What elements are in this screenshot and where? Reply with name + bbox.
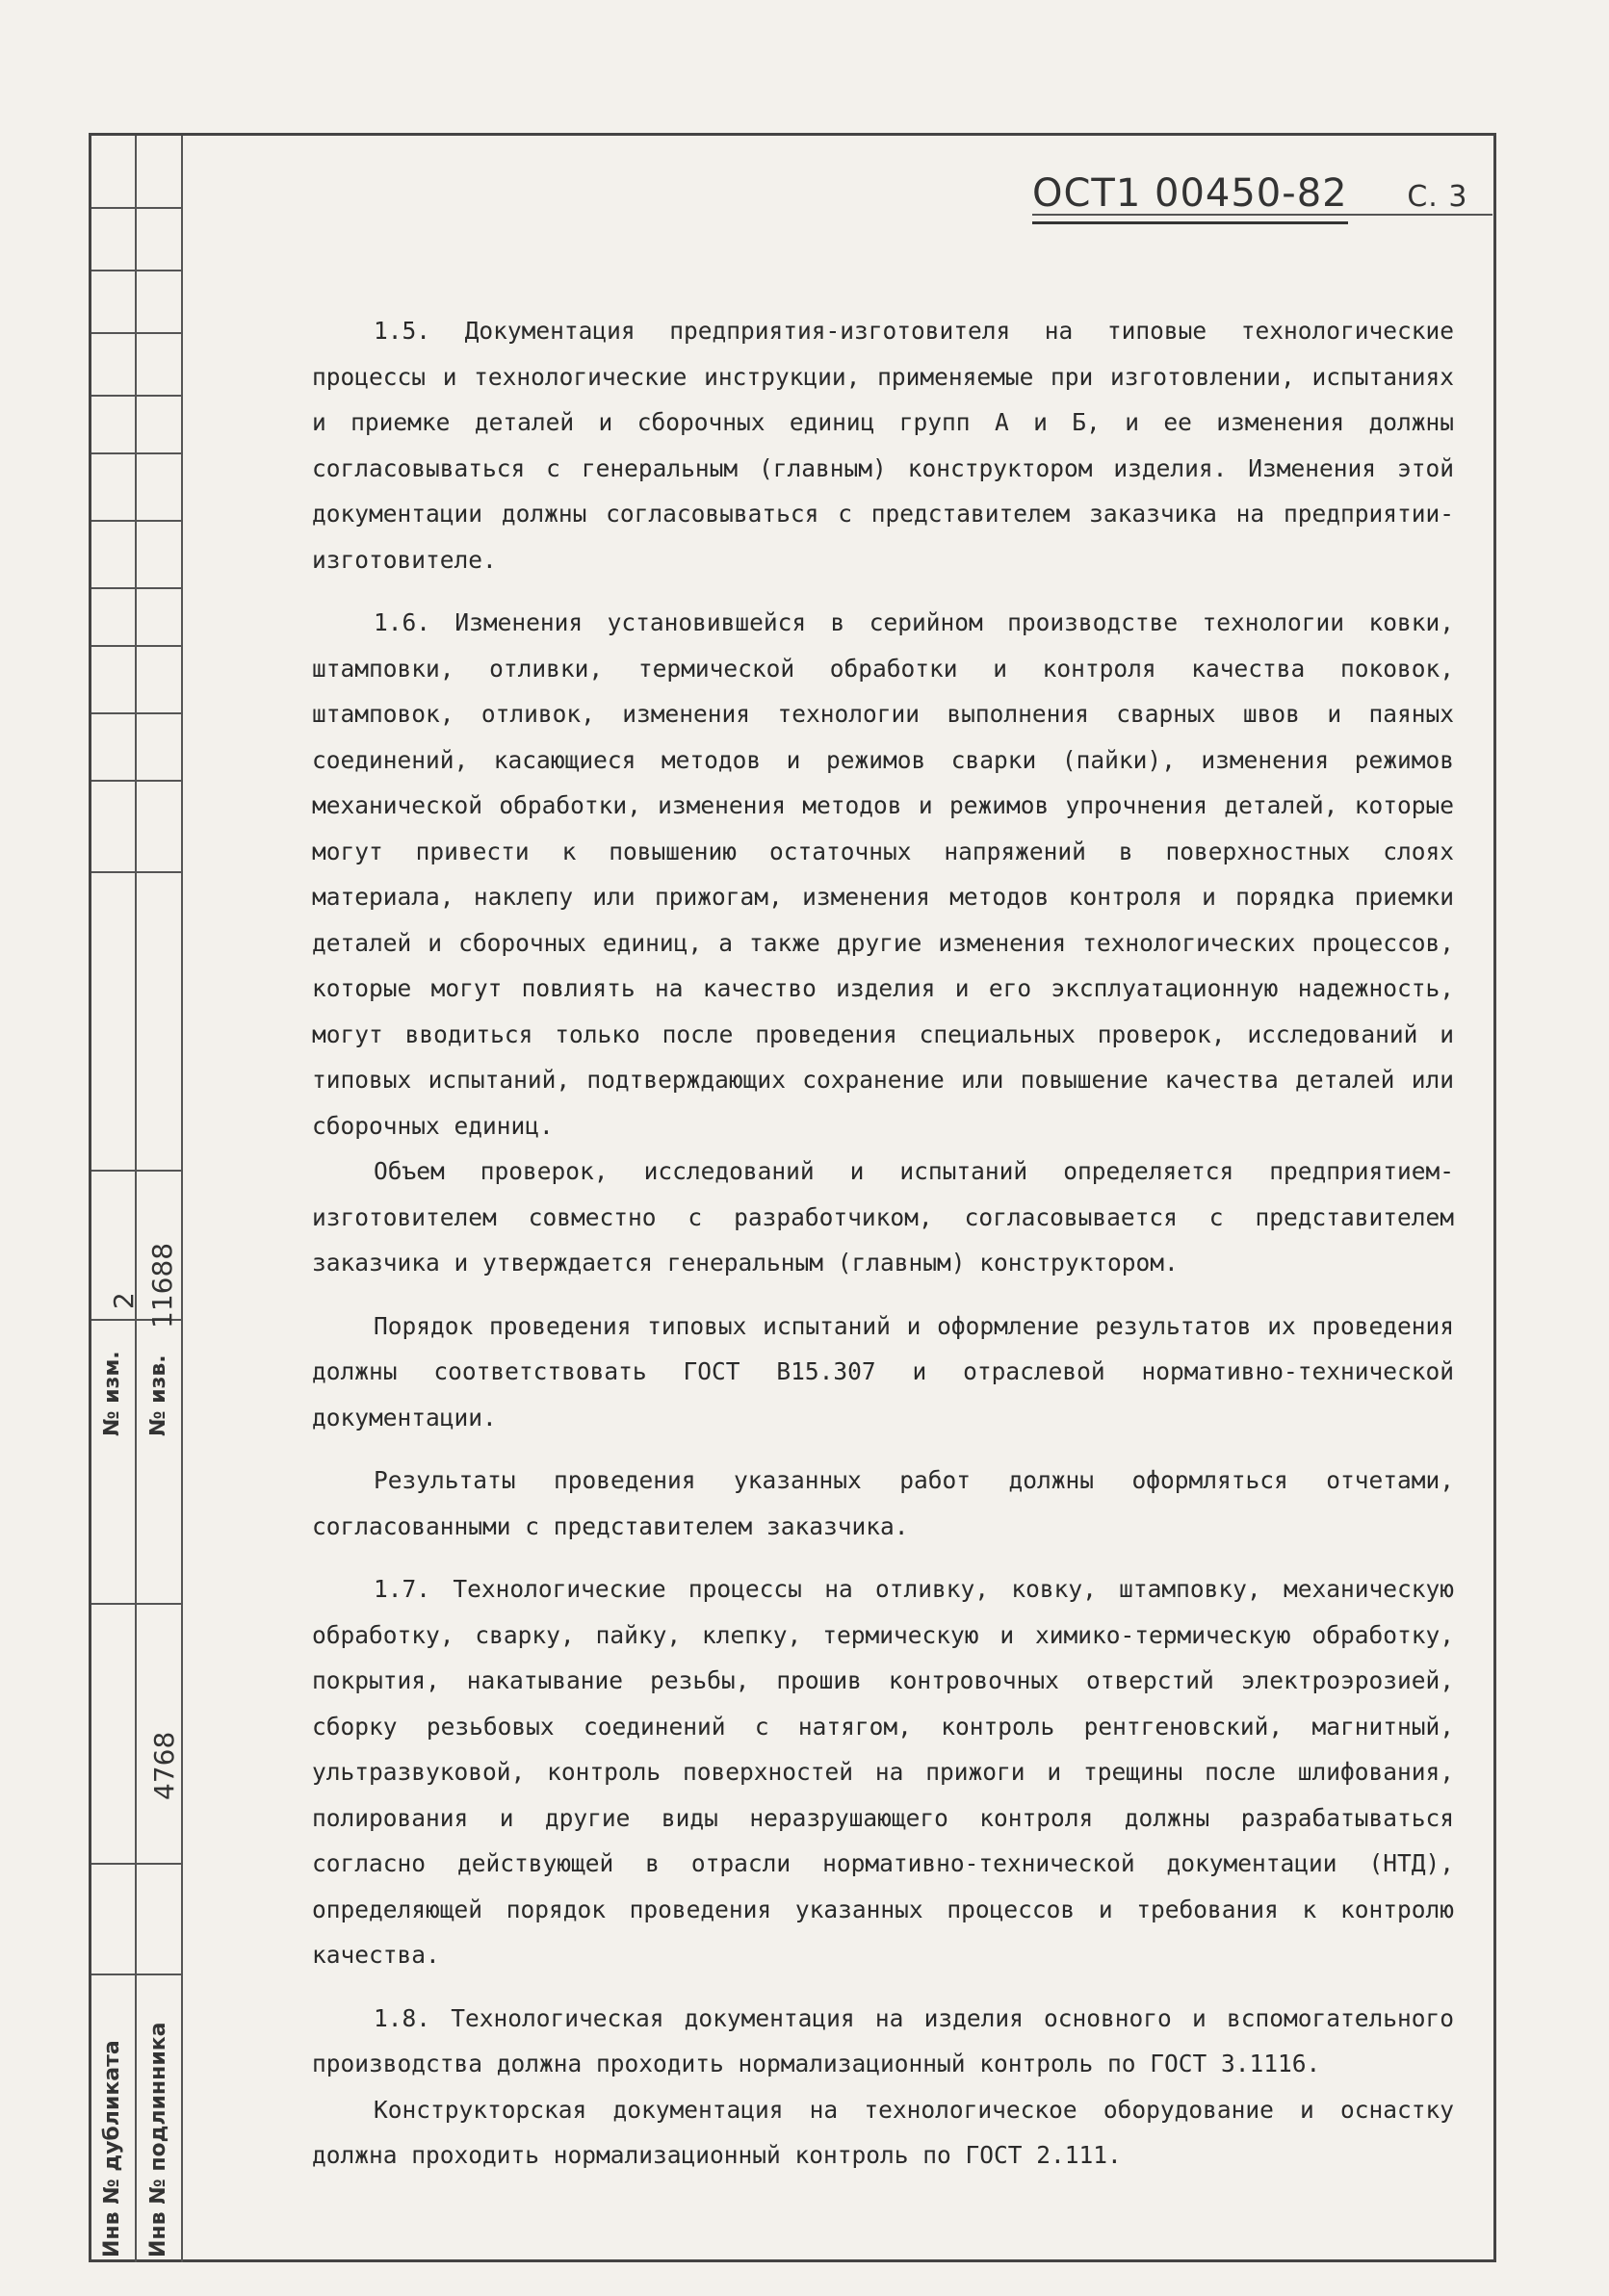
sidebar-divider <box>91 871 181 873</box>
sidebar-divider <box>91 332 181 334</box>
page-header <box>1032 171 1467 216</box>
paragraph-1-6: 1.6. Изменения установившейся в серийном производстве технологии ковки, штамповки, отливки, термической обработки и контроля качества поковок, штамповок, отливок, изменения технологии выполнения сварных швов и паяных соединений, касающиеся методов и режимов сварки (пайки), изменения режимов механической обработки, изменения методов и режимов упрочнения деталей, которые могут привести к повышению остаточных напряжений в поверхностных слоях материала, наклепу или прижогам, изменения методов контроля и порядка приемки деталей и сборочных единиц, а также другие изменения технологических процессов, которые могут повлиять на качество изделия и его эксплуатационную надежность, могут вводиться только после проведения специальных проверок, исследований и типовых испытаний, подтверждающих сохранение или повышение качества деталей или сборочных единиц. <box>312 608 1454 1140</box>
sidebar-column-right <box>135 136 183 2262</box>
sidebar-divider <box>91 270 181 271</box>
sidebar-divider <box>91 1974 181 1975</box>
sidebar-divider <box>91 1863 181 1865</box>
sidebar-label-notice-no: № изв. <box>146 1354 170 1436</box>
sidebar-value-change-no: 2 <box>108 1292 140 1309</box>
sidebar-divider <box>91 712 181 714</box>
paragraph-scope: Объем проверок, исследований и испытаний определяется предприятием-изготовителем совместно с разработчиком, согласовывается с представителем заказчика и утверждается генеральным (главным) конструктором. <box>312 1157 1454 1277</box>
sidebar-label-original-inv: Инв № подлинника <box>146 2022 170 2257</box>
sidebar-value-notice-no: 11688 <box>146 1242 178 1329</box>
paragraph-1-7: 1.7. Технологические процессы на отливку, ковку, штамповку, механическую обработку, сварку, пайку, клепку, термическую и химико-термическую обработку, покрытия, накатывание резьбы, прошив контровочных отверстий электроэрозией, сборку резьбовых соединений с натягом, контроль рентгеновский, магнитный, ультразвуковой, контроль поверхностей на прижоги и трещины после шлифования, полирования и другие виды неразрушающего контроля должны разрабатываться согласно действующей в отрасли нормативно-технической документации (НТД), определяющей порядок проведения указанных процессов и требования к контролю качества. <box>312 1575 1454 1969</box>
sidebar-divider <box>91 452 181 454</box>
sidebar-divider <box>91 520 181 522</box>
sidebar-divider <box>91 1603 181 1605</box>
paragraph-results: Результаты проведения указанных работ должны оформляться отчетами, согласованными с представителем заказчика. <box>312 1466 1454 1540</box>
sidebar-divider <box>91 587 181 589</box>
doc-code: ОСТ1 00450-82 <box>1032 171 1348 224</box>
sidebar-divider <box>91 1170 181 1172</box>
sidebar-divider <box>91 395 181 397</box>
document-body <box>312 308 1454 2179</box>
sidebar-value-original-inv: 4768 <box>148 1731 180 1800</box>
sidebar-divider <box>91 780 181 782</box>
sidebar-divider <box>91 207 181 209</box>
sidebar-label-duplicate-inv: Инв № дубликата <box>100 2040 124 2257</box>
paragraph-procedure: Порядок проведения типовых испытаний и оформление результатов их проведения должны соответствовать ГОСТ В15.307 и отраслевой нормативно-технической документации. <box>312 1311 1454 1432</box>
paragraph-design-docs: Конструкторская документация на технологическое оборудование и оснастку должна проходить нормализационный контроль по ГОСТ 2.111. <box>312 2095 1454 2169</box>
paragraph-1-5: 1.5. Документация предприятия-изготовителя на типовые технологические процессы и технологические инструкции, применяемые при изготовлении, испытаниях и приемке деталей и сборочных единиц групп А и Б, и ее изменения должны согласовываться с генеральным (главным) конструктором изделия. Изменения этой документации должны согласовываться с представителем заказчика на предприятии-изготовителе. <box>312 317 1454 574</box>
page-number: С. 3 <box>1407 180 1468 214</box>
header-rule <box>1032 214 1492 216</box>
paragraph-1-8: 1.8. Технологическая документация на изделия основного и вспомогательного производства должна проходить нормализационный контроль по ГОСТ 3.1116. <box>312 2003 1454 2077</box>
sidebar-label-change-no: № изм. <box>100 1351 124 1436</box>
sidebar-column-left <box>89 136 137 2262</box>
sidebar-divider <box>91 645 181 647</box>
